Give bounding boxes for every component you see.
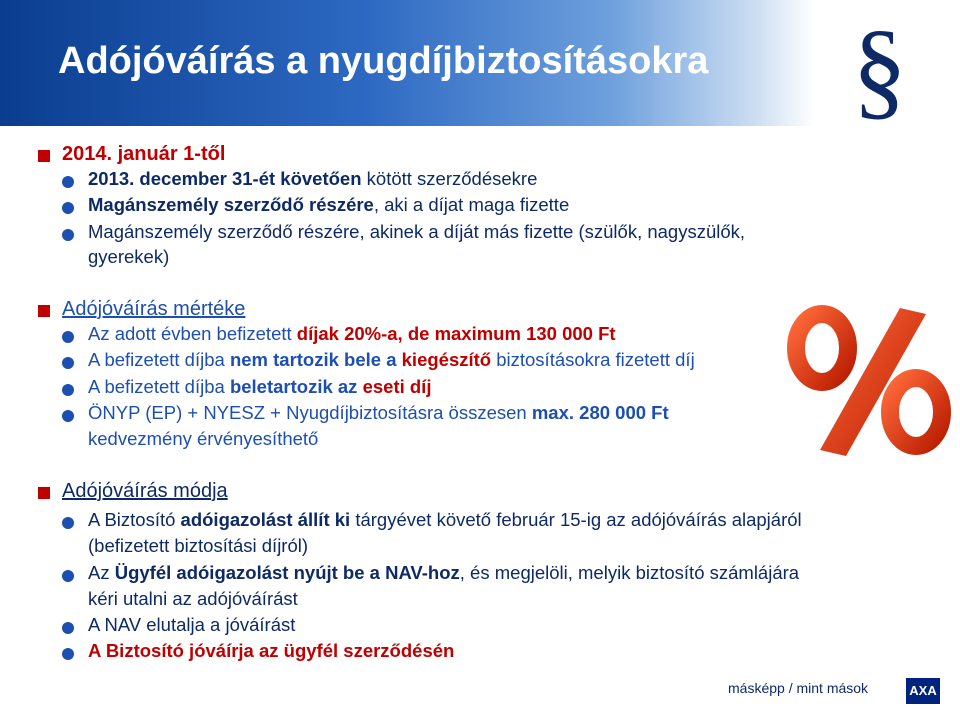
list-item: A Biztosító jóváírja az ügyfél szerződésén — [88, 640, 455, 661]
section-heading-2: Adójóváírás mértéke — [62, 298, 246, 320]
dot-bullet-icon — [62, 202, 74, 214]
list-item: ÖNYP (EP) + NYESZ + Nyugdíjbiztosításra összesen max. 280 000 Ft — [88, 402, 669, 423]
percent-icon — [782, 300, 958, 460]
list-item: Magánszemély szerződő részére, aki a díjat maga fizette — [88, 194, 570, 215]
section-heading-1: 2014. január 1-től — [62, 143, 226, 165]
square-bullet-icon — [38, 150, 50, 162]
dot-bullet-icon — [62, 622, 74, 634]
dot-bullet-icon — [62, 229, 74, 241]
list-item: Magánszemély szerződő részére, akinek a díját más fizette (szülők, nagyszülők, — [88, 221, 746, 242]
square-bullet-icon — [38, 305, 50, 317]
slide-title: Adójóváírás a nyugdíjbiztosításokra — [58, 40, 709, 82]
list-item: 2013. december 31-ét követően kötött szerződésekre — [88, 168, 538, 189]
list-item-continuation: (befizetett biztosítási díjról) — [88, 535, 309, 556]
dot-bullet-icon — [62, 357, 74, 369]
square-bullet-icon — [38, 487, 50, 499]
list-item: Az adott évben befizetett díjak 20%-a, de maximum 130 000 Ft — [88, 323, 616, 344]
dot-bullet-icon — [62, 570, 74, 582]
list-item: A befizetett díjba beletartozik az eseti díj — [88, 376, 432, 397]
list-item-continuation: kedvezmény érvényesíthető — [88, 428, 319, 449]
dot-bullet-icon — [62, 331, 74, 343]
section-heading-3: Adójóváírás módja — [62, 480, 228, 502]
footer-slogan: másképp / mint mások — [728, 680, 869, 696]
slide-header — [0, 0, 960, 130]
dot-bullet-icon — [62, 410, 74, 422]
dot-bullet-icon — [62, 648, 74, 660]
dot-bullet-icon — [62, 384, 74, 396]
list-item: Az Ügyfél adóigazolást nyújt be a NAV-hoz, és megjelöli, melyik biztosító számlájára — [88, 562, 800, 583]
list-item-continuation: gyerekek) — [88, 246, 170, 267]
dot-bullet-icon — [62, 517, 74, 529]
axa-logo: AXA — [906, 678, 940, 704]
list-item-continuation: kéri utalni az adójóváírást — [88, 588, 298, 609]
list-item: A NAV elutalja a jóváírást — [88, 614, 296, 635]
dot-bullet-icon — [62, 176, 74, 188]
list-item: A befizetett díjba nem tartozik bele a kiegészítő biztosításokra fizetett díj — [88, 349, 695, 370]
list-item: A Biztosító adóigazolást állít ki tárgyévet követő február 15-ig az adójóváírás alapjáról — [88, 509, 802, 530]
section-sign-icon: § — [852, 8, 907, 130]
